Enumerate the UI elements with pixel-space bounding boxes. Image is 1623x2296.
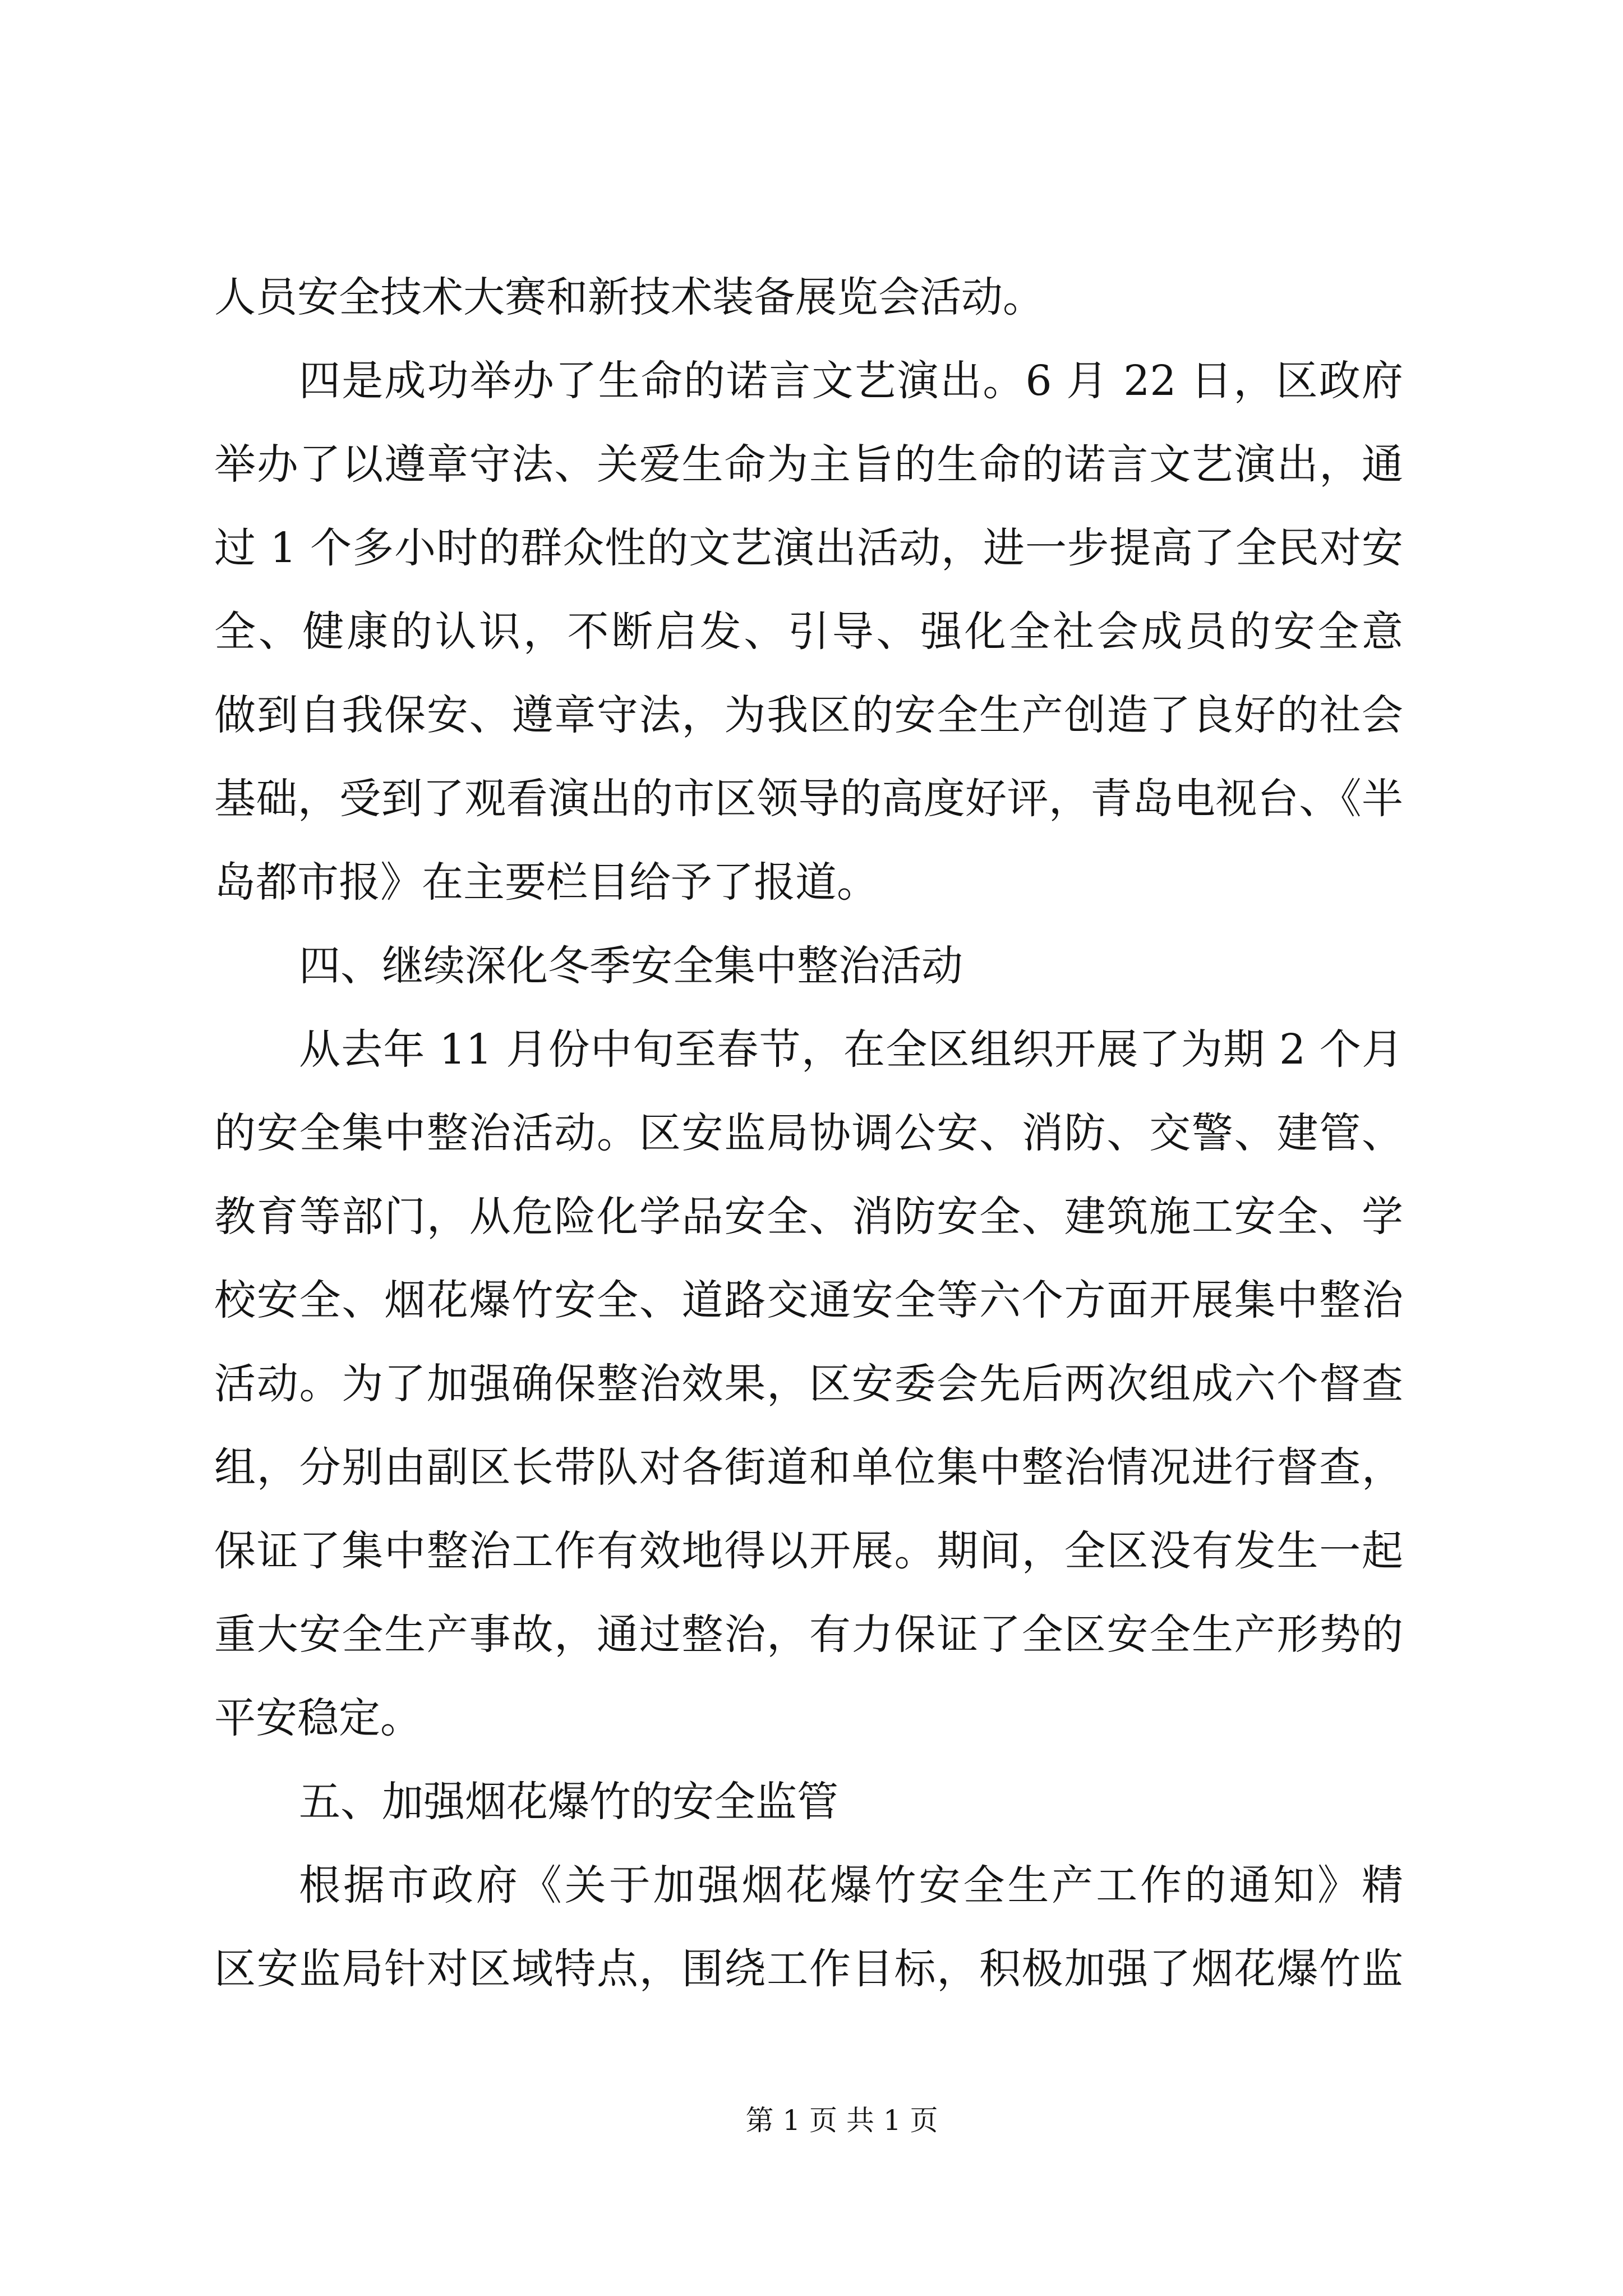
text-line: 的安全集中整治活动。区安监局协调公安、消防、交警、建管、 (214, 1109, 1403, 1157)
text-line: 岛都市报》在主要栏目给予了报道。 (214, 858, 878, 907)
text-line: 区安监局针对区域特点，围绕工作目标，积极加强了烟花爆竹监 (214, 1945, 1403, 1993)
text-line: 保证了集中整治工作有效地得以开展。期间，全区没有发生一起 (214, 1527, 1403, 1575)
text-line: 教育等部门，从危险化学品安全、消防安全、建筑施工安全、学 (214, 1193, 1403, 1241)
section-heading: 五、加强烟花爆竹的安全监管 (299, 1778, 838, 1826)
text-line: 基础，受到了观看演出的市区领导的高度好评，青岛电视台、《半 (214, 775, 1403, 823)
text-line: 活动。为了加强确保整治效果，区安委会先后两次组成六个督查 (214, 1360, 1403, 1408)
page-number: 第 1 页 共 1 页 (745, 2104, 938, 2137)
text-line: 全、健康的认识，不断启发、引导、强化全社会成员的安全意 (214, 608, 1403, 656)
paragraph-start-line: 从去年 11 月份中旬至春节，在全区组织开展了为期 2 个月 (299, 1025, 1403, 1074)
text-line: 校安全、烟花爆竹安全、道路交通安全等六个方面开展集中整治 (214, 1276, 1403, 1324)
text-line: 举办了以遵章守法、关爱生命为主旨的生命的诺言文艺演出，通 (214, 440, 1403, 489)
document-body (214, 256, 1403, 2011)
text-line: 重大安全生产事故，通过整治，有力保证了全区安全生产形势的 (214, 1611, 1403, 1659)
text-line: 组，分别由副区长带队对各街道和单位集中整治情况进行督查， (214, 1443, 1403, 1492)
paragraph-start-line: 四是成功举办了生命的诺言文艺演出。6 月 22 日，区政府 (299, 357, 1403, 405)
text-line: 做到自我保安、遵章守法，为我区的安全生产创造了良好的社会 (214, 691, 1403, 739)
text-line: 平安稳定。 (214, 1694, 422, 1742)
paragraph-start-line: 根据市政府《关于加强烟花爆竹安全生产工作的通知》精 (299, 1861, 1403, 1910)
text-line: 过 1 个多小时的群众性的文艺演出活动，进一步提高了全民对安 (214, 524, 1403, 572)
page-footer (727, 2101, 957, 2140)
text-line: 人员安全技术大赛和新技术装备展览会活动。 (214, 273, 1044, 321)
section-heading: 四、继续深化冬季安全集中整治活动 (299, 942, 963, 990)
